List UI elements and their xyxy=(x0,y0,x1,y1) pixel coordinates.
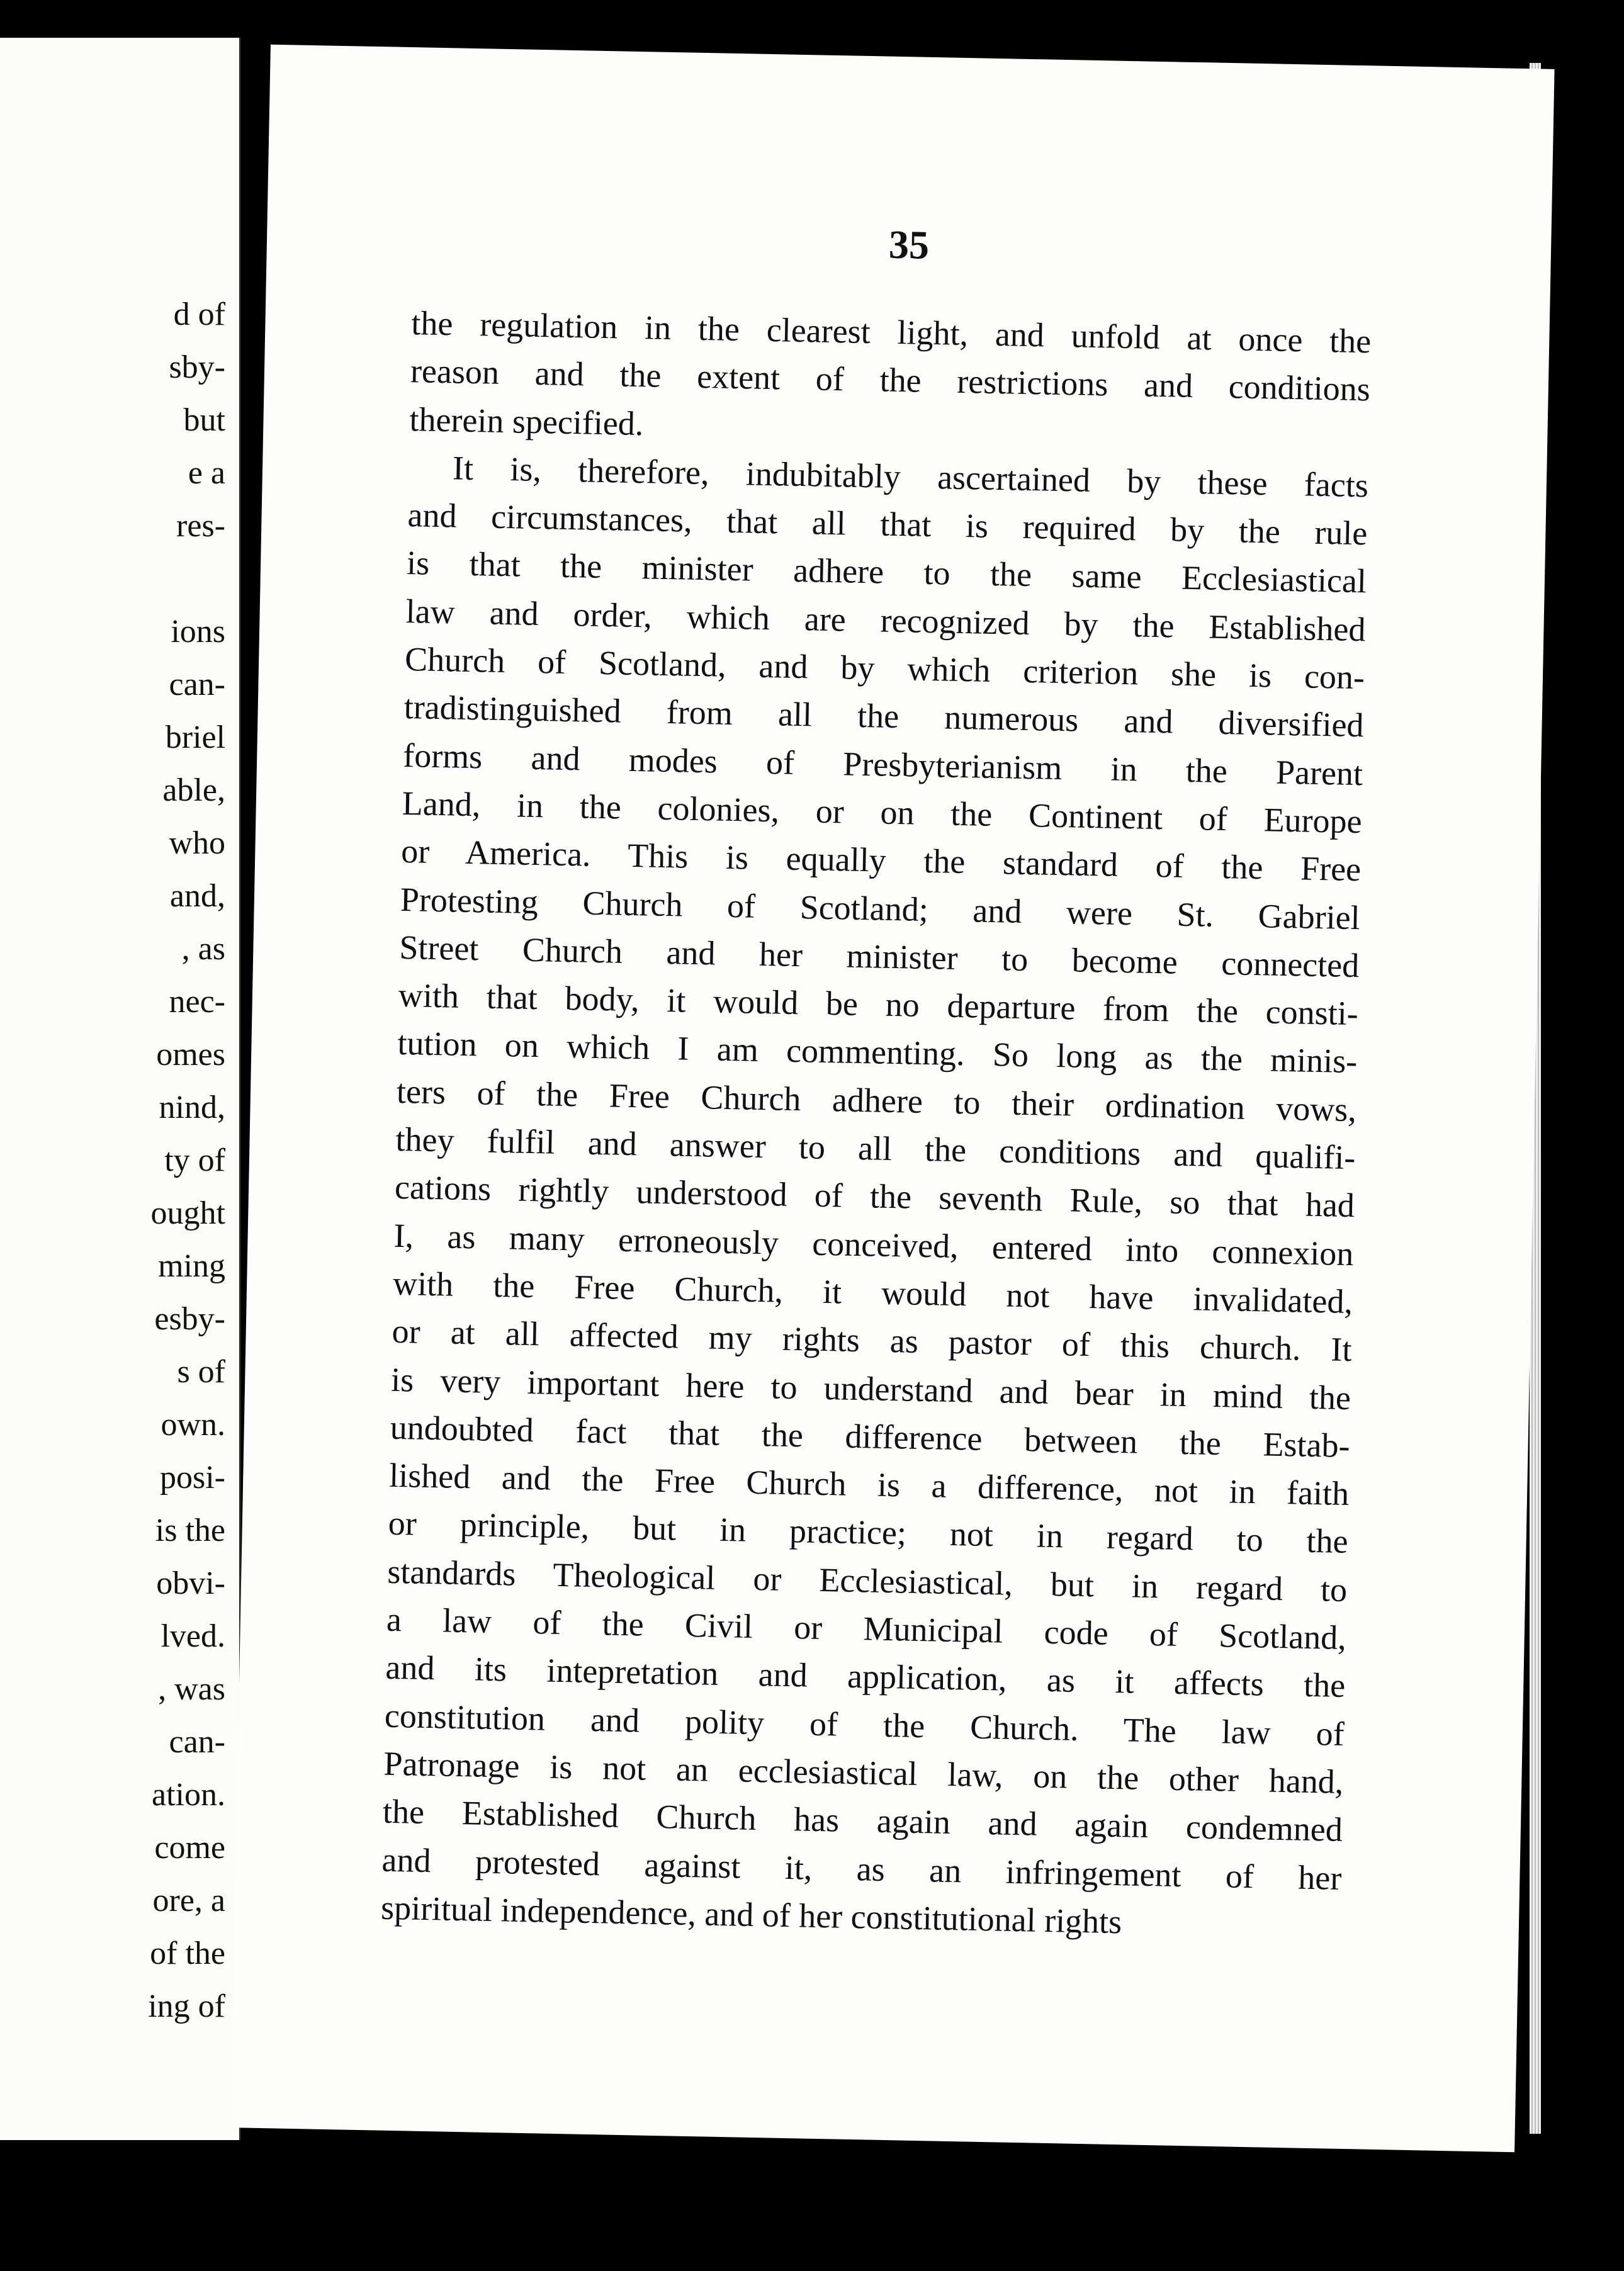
text-line: Church of Scotland, and by which criterion she is con- xyxy=(404,640,1365,697)
left-page-line: who xyxy=(169,825,225,861)
text-line: and its intepretation and application, as it affects the xyxy=(385,1648,1346,1705)
text-line: tradistinguished from all the numerous and diversified xyxy=(403,688,1365,745)
left-page-line: , as xyxy=(181,931,225,967)
left-page-line: s of xyxy=(177,1354,225,1390)
left-page-line: , was xyxy=(158,1671,225,1707)
left-page-line: nind, xyxy=(159,1090,225,1125)
left-page-line: ought xyxy=(150,1195,225,1231)
text-line: or at all affected my rights as pastor of this church. It xyxy=(392,1312,1353,1369)
left-page-line: can- xyxy=(169,667,225,702)
text-line: Street Church and her minister to become connected xyxy=(398,928,1360,985)
left-page-line: e a xyxy=(188,455,225,491)
left-page-line: ming xyxy=(158,1248,225,1284)
left-page-line: nec- xyxy=(169,984,225,1020)
left-page-line: ty of xyxy=(164,1142,225,1178)
text-line: undoubted fact that the difference between the Estab- xyxy=(390,1408,1351,1465)
text-line: Protesting Church of Scotland; and were St. Gabriel xyxy=(400,880,1361,937)
left-page-line: ation. xyxy=(152,1777,225,1813)
text-line: with that body, it would be no departure from the consti- xyxy=(398,976,1359,1033)
text-line: a law of the Civil or Municipal code of Scotland, xyxy=(386,1600,1347,1657)
left-page-line: posi- xyxy=(160,1460,225,1496)
left-page-line: d of xyxy=(173,296,225,332)
text-line: lished and the Free Church is a difference, not in faith xyxy=(388,1456,1350,1513)
left-page-line: and, xyxy=(169,878,225,914)
left-page xyxy=(0,38,241,2140)
text-line: spiritual independence, and of her constitutional rights xyxy=(380,1888,1122,1941)
left-page-line: come xyxy=(154,1830,225,1866)
text-line: the regulation in the clearest light, and unfold at once the xyxy=(410,304,1372,361)
text-line: or America. This is equally the standard of the Free xyxy=(400,832,1362,889)
left-page-line: lved. xyxy=(161,1618,225,1654)
left-page-line: ing of xyxy=(148,1988,225,2024)
text-line: Land, in the colonies, or on the Continent of Europe xyxy=(402,784,1363,841)
left-page-line: own. xyxy=(161,1407,225,1443)
text-line: with the Free Church, it would not have invalidated, xyxy=(392,1264,1353,1321)
text-line: I, as many erroneously conceived, entered into connexion xyxy=(393,1216,1354,1273)
text-line: law and order, which are recognized by the Established xyxy=(405,592,1367,649)
text-line: is that the minister adhere to the same Ecclesiastical xyxy=(406,544,1367,600)
right-page xyxy=(230,45,1554,2153)
left-page-line: able, xyxy=(162,772,225,808)
text-line: constitution and polity of the Church. The law of xyxy=(384,1696,1345,1753)
left-page-line: sby- xyxy=(169,349,225,385)
page-number: 35 xyxy=(888,222,930,268)
left-page-line: omes xyxy=(156,1037,225,1073)
left-page-line: ore, a xyxy=(152,1883,225,1919)
text-line: therein specified. xyxy=(409,400,644,442)
left-page-line: briel xyxy=(165,719,225,755)
text-line: the Established Church has again and again condemned xyxy=(382,1792,1343,1849)
body-text xyxy=(380,299,1372,1950)
text-line: Patronage is not an ecclesiastical law, on the other hand, xyxy=(383,1744,1344,1801)
left-page-line: but xyxy=(183,402,225,438)
text-line: is very important here to understand and bear in mind the xyxy=(390,1360,1351,1417)
text-line: forms and modes of Presbyterianism in the Parent xyxy=(402,736,1363,792)
text-line: reason and the extent of the restrictions and conditions xyxy=(410,352,1371,409)
left-page-line: obvi- xyxy=(156,1565,225,1601)
text-line: It is, therefore, indubitably ascertained by these facts xyxy=(452,449,1369,505)
text-line: tution on which I am commenting. So long as the minis- xyxy=(397,1024,1358,1081)
left-page-line: res- xyxy=(176,508,225,544)
text-line: and protested against it, as an infringement of her xyxy=(381,1840,1342,1897)
text-line: or principle, but in practice; not in regard to the xyxy=(388,1504,1349,1561)
left-page-line: esby- xyxy=(154,1301,225,1337)
text-line: ters of the Free Church adhere to their ordination vows, xyxy=(396,1072,1357,1129)
text-line: standards Theological or Ecclesiastical, but in regard to xyxy=(386,1552,1348,1609)
left-page-line: of the xyxy=(150,1936,225,1971)
left-page-line: can- xyxy=(169,1724,225,1760)
left-page-line: ions xyxy=(171,614,225,650)
text-line: and circumstances, that all that is required by the rule xyxy=(407,496,1368,553)
left-page-line: is the xyxy=(155,1513,225,1548)
text-line: cations rightly understood of the seventh Rule, so that had xyxy=(394,1168,1355,1225)
text-line: they fulfil and answer to all the conditions and qualifi- xyxy=(395,1120,1356,1177)
